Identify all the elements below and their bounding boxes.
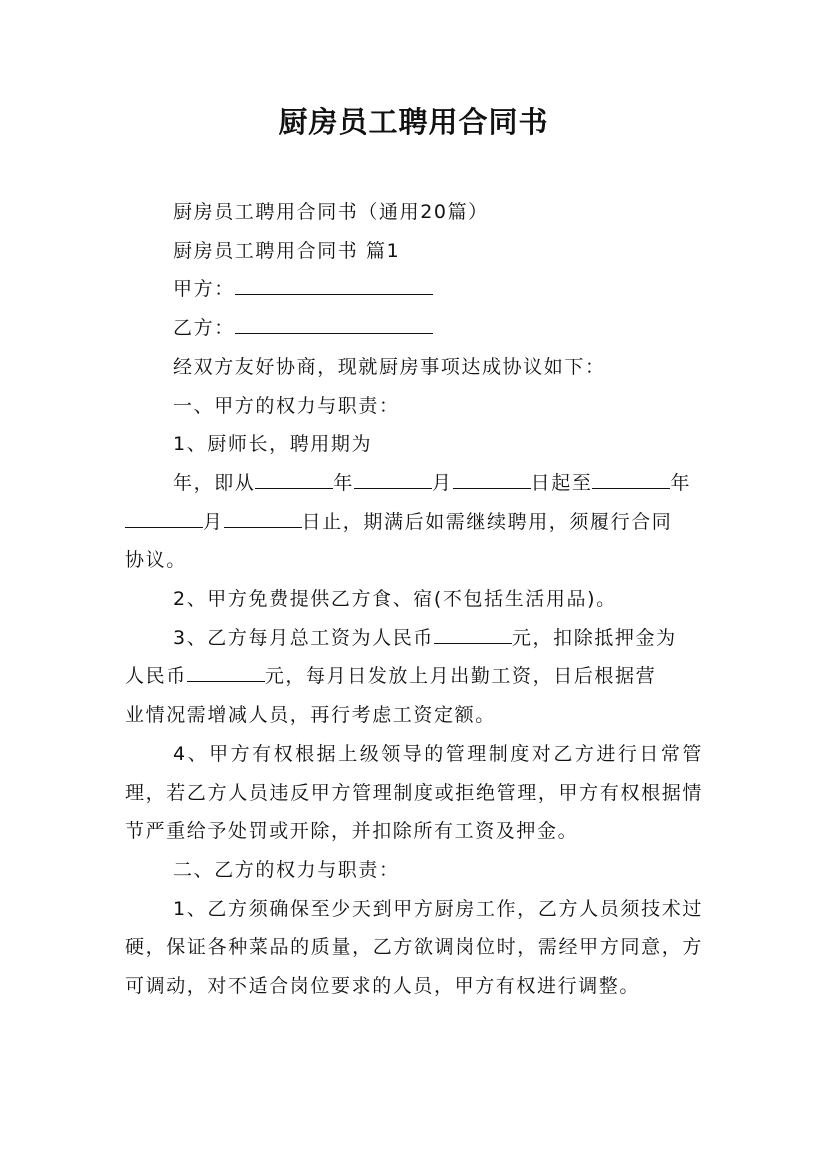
party-b-line <box>125 309 703 348</box>
start-year-blank <box>255 472 333 489</box>
document-title: 厨房员工聘用合同书 <box>278 105 549 139</box>
salary-blank <box>434 627 512 644</box>
party-a-label: 甲方： <box>173 278 235 301</box>
item1-1-heading: 1、厨师长，聘用期为 <box>173 433 373 456</box>
start-day-blank <box>453 472 531 489</box>
deposit-blank <box>187 665 265 682</box>
end-day-blank <box>224 511 302 528</box>
item1-3-line1: 3、乙方每月总工资为人民币 元，扣除抵押金为 <box>173 626 677 649</box>
section1-heading: 一、甲方的权力与职责： <box>173 394 400 417</box>
start-month-blank <box>354 472 432 489</box>
end-year-blank <box>592 472 670 489</box>
item1-1-last-line: 协议。 <box>125 549 187 572</box>
item2-1: 1、乙方须确保至少天到甲方厨房工作，乙方人员须技术过硬，保证各种菜品的质量，乙方欲调岗位时，需经甲方同意，方可调动，对不适合岗位要求的人员，甲方有权进行调整。 <box>125 897 703 998</box>
item1-3-line2: 人民币 元，每月日发放上月出勤工资，日后根据营 <box>125 665 657 688</box>
item1-1-end-line: 月 日止，期满后如需继续聘用，须履行合同 <box>125 503 703 542</box>
party-a-line <box>125 270 703 309</box>
party-a-blank <box>235 278 433 295</box>
intro-paragraph: 经双方友好协商，现就厨房事项达成协议如下： <box>173 355 606 378</box>
article-heading: 厨房员工聘用合同书 篇1 <box>173 239 401 262</box>
end-month-blank <box>125 511 203 528</box>
party-b-label: 乙方： <box>173 317 235 340</box>
item1-4: 4、甲方有权根据上级领导的管理制度对乙方进行日常管理，若乙方人员违反甲方管理制度或拒绝管理，甲方有权根据情节严重给予处罚或开除，并扣除所有工资及押金。 <box>125 742 703 843</box>
party-b-blank <box>235 317 433 334</box>
item1-3-line3: 业情况需增减人员，再行考虑工资定额。 <box>125 704 496 727</box>
item1-2: 2、甲方免费提供乙方食、宿(不包括生活用品)。 <box>173 588 617 611</box>
document-body <box>125 193 703 1006</box>
section2-heading: 二、乙方的权力与职责： <box>173 858 400 881</box>
subtitle: 厨房员工聘用合同书（通用20篇） <box>173 201 489 223</box>
item1-1-period-line: 年，即从 年 月 日起至 年 <box>173 471 692 494</box>
